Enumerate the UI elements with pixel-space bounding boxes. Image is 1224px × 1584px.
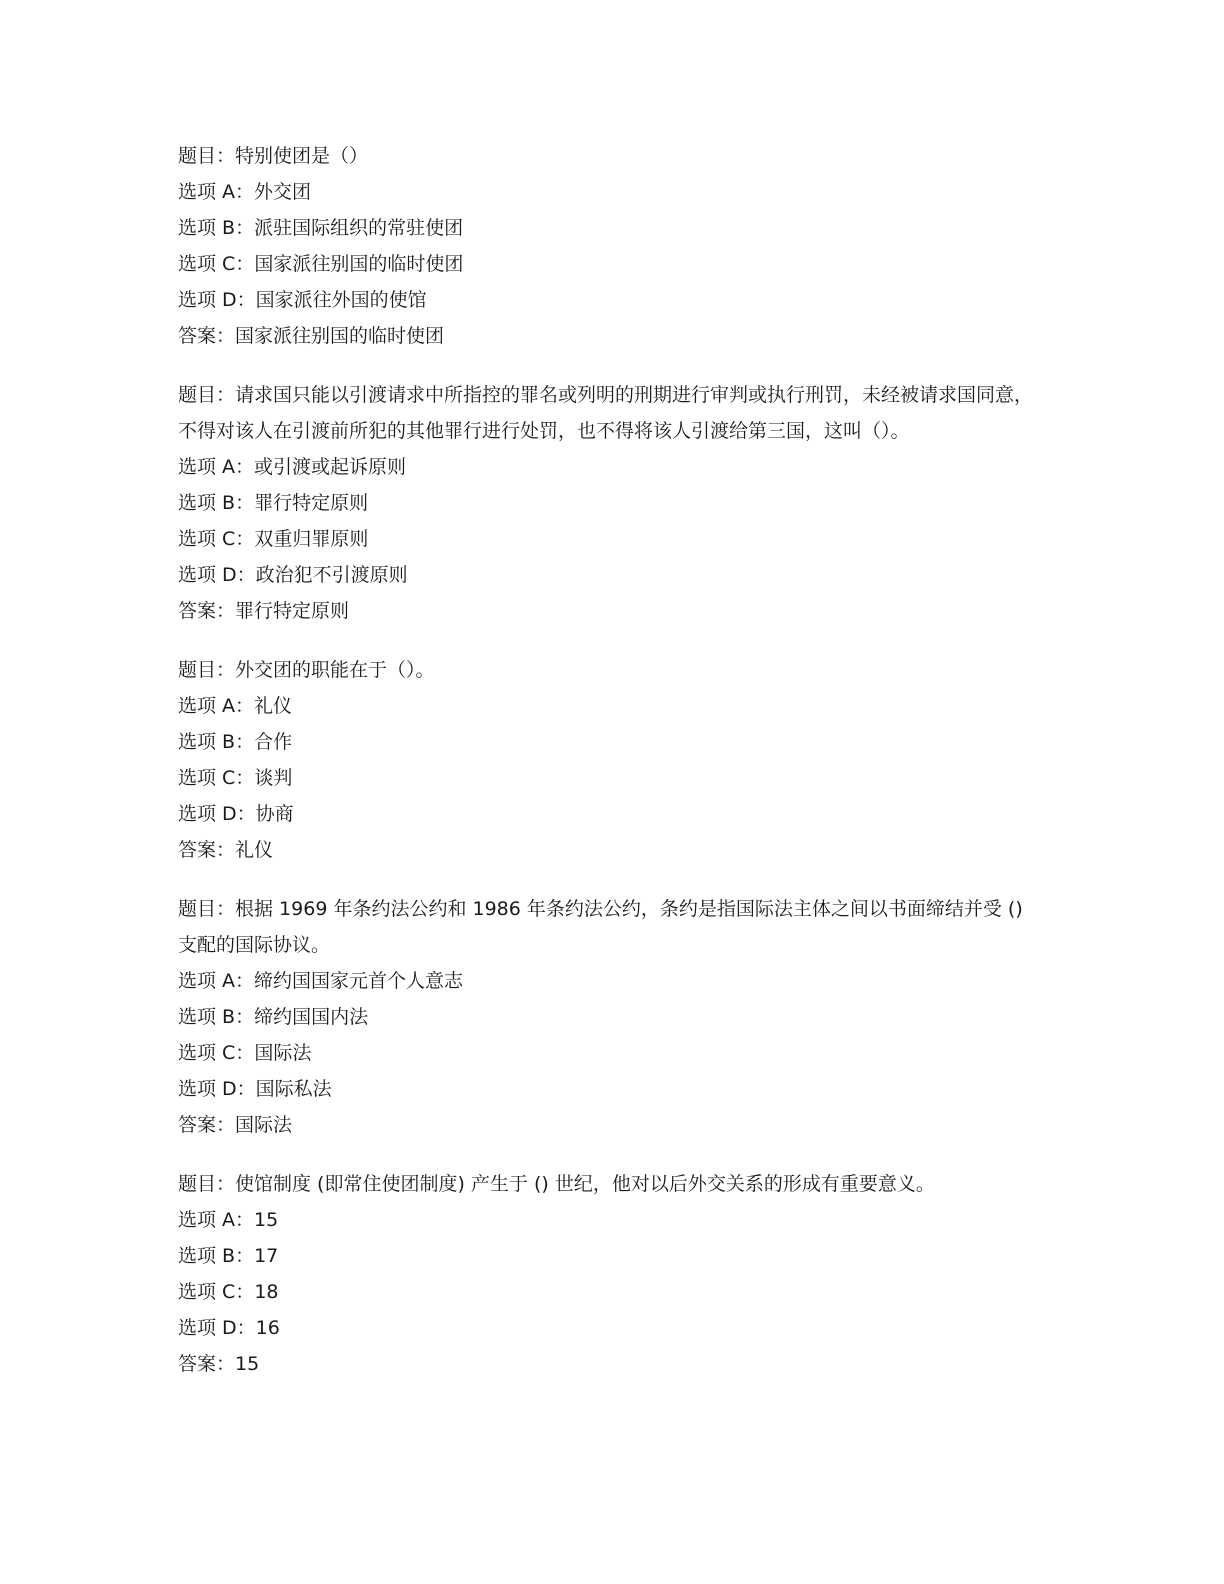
answer-line	[178, 318, 1038, 354]
question-stem	[178, 1166, 1038, 1202]
question-label: 题目：	[178, 659, 236, 681]
option-text: 16	[255, 1317, 280, 1339]
answer-label: 答案：	[178, 839, 236, 861]
option-a	[178, 688, 1038, 724]
option-label: 选项 B：	[178, 1245, 255, 1267]
option-b	[178, 1238, 1038, 1274]
option-text: 合作	[254, 731, 293, 753]
option-text: 双重归罪原则	[254, 528, 369, 550]
document-body	[178, 138, 1038, 1405]
answer-label: 答案：	[178, 1114, 236, 1136]
answer-label: 答案：	[178, 1353, 236, 1375]
option-label: 选项 A：	[178, 1209, 255, 1231]
option-text: 罪行特定原则	[254, 492, 369, 514]
option-a	[178, 1202, 1038, 1238]
option-label: 选项 A：	[178, 695, 255, 717]
option-c	[178, 760, 1038, 796]
option-label: 选项 B：	[178, 731, 255, 753]
question-block	[178, 891, 1038, 1143]
question-text: 特别使团是（）	[235, 145, 369, 167]
question-stem	[178, 652, 1038, 688]
answer-line	[178, 1107, 1038, 1143]
option-d	[178, 557, 1038, 593]
option-b	[178, 999, 1038, 1035]
option-text: 国家派往外国的使馆	[255, 289, 427, 311]
question-label: 题目：	[178, 1173, 236, 1195]
option-text: 国家派往别国的临时使团	[254, 253, 464, 275]
option-label: 选项 D：	[178, 289, 256, 311]
option-text: 18	[254, 1281, 279, 1303]
option-label: 选项 C：	[178, 1042, 255, 1064]
question-label: 题目：	[178, 145, 236, 167]
option-c	[178, 521, 1038, 557]
question-stem	[178, 891, 1038, 963]
option-label: 选项 C：	[178, 1281, 255, 1303]
answer-line	[178, 593, 1038, 629]
option-d	[178, 796, 1038, 832]
option-text: 国际私法	[255, 1078, 332, 1100]
option-d	[178, 282, 1038, 318]
option-b	[178, 210, 1038, 246]
option-label: 选项 A：	[178, 181, 255, 203]
option-label: 选项 A：	[178, 456, 255, 478]
answer-text: 15	[235, 1353, 260, 1375]
question-block	[178, 1166, 1038, 1382]
option-text: 17	[254, 1245, 279, 1267]
option-text: 或引渡或起诉原则	[254, 456, 407, 478]
question-stem	[178, 377, 1038, 449]
option-label: 选项 A：	[178, 970, 255, 992]
option-label: 选项 B：	[178, 1006, 255, 1028]
question-text: 请求国只能以引渡请求中所指控的罪名或列明的刑期进行审判或执行刑罚，未经被请求国同意，不得对该人在引渡前所犯的其他罪行进行处罚，也不得将该人引渡给第三国，这叫（）。	[178, 384, 1034, 442]
option-c	[178, 1274, 1038, 1310]
option-text: 国际法	[254, 1042, 312, 1064]
answer-text: 罪行特定原则	[235, 600, 350, 622]
answer-line	[178, 832, 1038, 868]
question-text: 使馆制度 (即常住使团制度) 产生于 () 世纪，他对以后外交关系的形成有重要意义。	[235, 1173, 935, 1195]
question-text: 根据 1969 年条约法公约和 1986 年条约法公约，条约是指国际法主体之间以书面缔结并受 () 支配的国际协议。	[178, 898, 1023, 956]
answer-label: 答案：	[178, 600, 236, 622]
option-text: 缔约国国内法	[254, 1006, 369, 1028]
answer-line	[178, 1346, 1038, 1382]
question-block	[178, 377, 1038, 629]
option-c	[178, 1035, 1038, 1071]
answer-text: 国家派往别国的临时使团	[235, 325, 445, 347]
option-label: 选项 C：	[178, 767, 255, 789]
option-label: 选项 C：	[178, 528, 255, 550]
option-label: 选项 B：	[178, 217, 255, 239]
question-label: 题目：	[178, 384, 236, 406]
option-text: 礼仪	[254, 695, 293, 717]
option-text: 缔约国国家元首个人意志	[254, 970, 464, 992]
option-d	[178, 1071, 1038, 1107]
option-text: 外交团	[254, 181, 312, 203]
option-a	[178, 174, 1038, 210]
question-block	[178, 138, 1038, 354]
option-c	[178, 246, 1038, 282]
option-d	[178, 1310, 1038, 1346]
option-text: 协商	[255, 803, 294, 825]
option-label: 选项 D：	[178, 1317, 256, 1339]
option-label: 选项 D：	[178, 1078, 256, 1100]
option-label: 选项 C：	[178, 253, 255, 275]
question-label: 题目：	[178, 898, 236, 920]
answer-text: 国际法	[235, 1114, 293, 1136]
option-label: 选项 B：	[178, 492, 255, 514]
option-b	[178, 724, 1038, 760]
option-label: 选项 D：	[178, 564, 256, 586]
answer-label: 答案：	[178, 325, 236, 347]
option-text: 谈判	[254, 767, 293, 789]
question-text: 外交团的职能在于（）。	[235, 659, 435, 681]
option-a	[178, 449, 1038, 485]
option-text: 15	[254, 1209, 279, 1231]
option-a	[178, 963, 1038, 999]
option-label: 选项 D：	[178, 803, 256, 825]
option-text: 政治犯不引渡原则	[255, 564, 408, 586]
question-stem	[178, 138, 1038, 174]
option-text: 派驻国际组织的常驻使团	[254, 217, 464, 239]
question-block	[178, 652, 1038, 868]
option-b	[178, 485, 1038, 521]
answer-text: 礼仪	[235, 839, 274, 861]
